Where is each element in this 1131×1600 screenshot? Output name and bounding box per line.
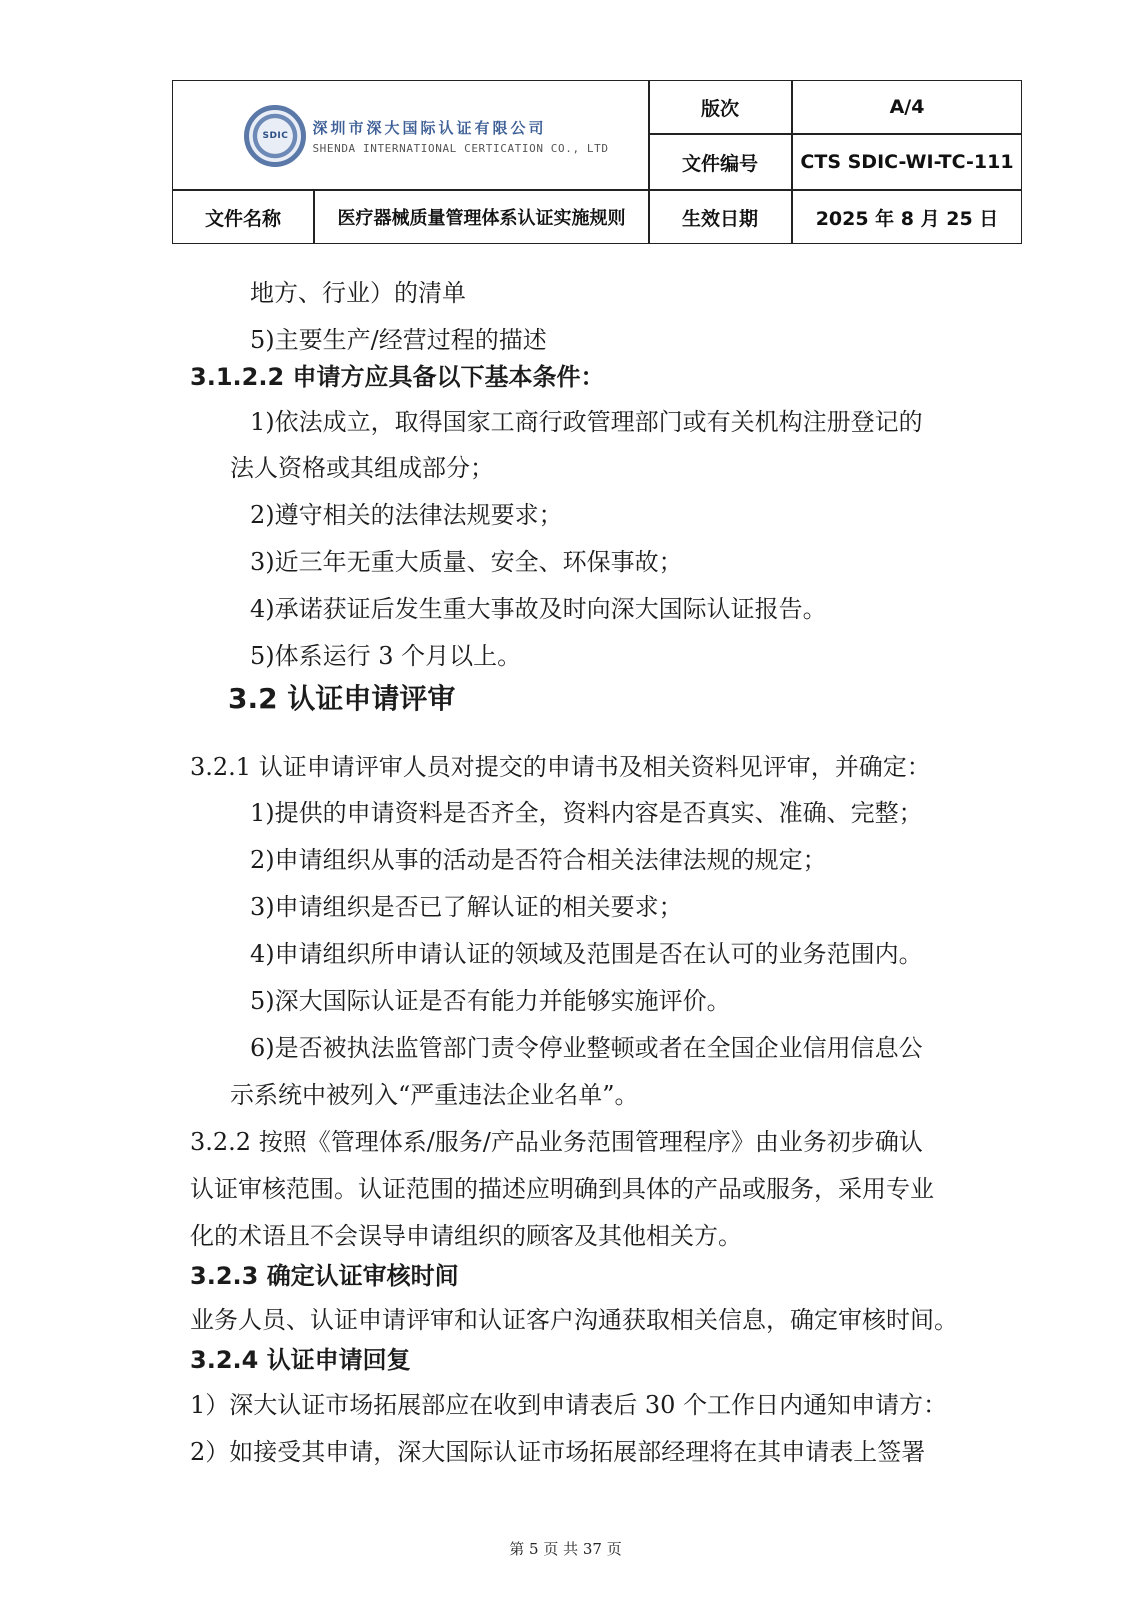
text-line: 法人资格或其组成部分； xyxy=(230,454,494,482)
section-heading: 3.2.4 认证申请回复 xyxy=(190,1346,411,1374)
docname-value: 医疗器械质量管理体系认证实施规则 xyxy=(337,208,626,229)
text-line: 1）深大认证市场拓展部应在收到申请表后 30 个工作日内通知申请方： xyxy=(190,1391,948,1419)
text-line: 2）如接受其申请，深大国际认证市场拓展部经理将在其申请表上签署 xyxy=(190,1438,926,1466)
text-line: 3)近三年无重大质量、安全、环保事故； xyxy=(250,548,683,576)
docname-label: 文件名称 xyxy=(204,207,281,230)
text-line: 业务人员、认证申请评审和认证客户沟通获取相关信息，确定审核时间。 xyxy=(190,1306,958,1334)
company-name xyxy=(312,117,608,155)
text-line: 3.2.1 认证申请评审人员对提交的申请书及相关资料见评审，并确定： xyxy=(190,753,931,781)
text-line: 1)提供的申请资料是否齐全，资料内容是否真实、准确、完整； xyxy=(250,799,923,827)
text-line: 地方、行业）的清单 xyxy=(250,279,466,307)
section-heading: 3.1.2.2 申请方应具备以下基本条件： xyxy=(190,363,605,391)
docno-label: 文件编号 xyxy=(681,152,758,175)
text-line: 认证审核范围。认证范围的描述应明确到具体的产品或服务，采用专业 xyxy=(190,1175,934,1203)
text-line: 5)主要生产/经营过程的描述 xyxy=(250,326,547,354)
text-line: 5)体系运行 3 个月以上。 xyxy=(250,642,522,670)
section-heading: 3.2.3 确定认证审核时间 xyxy=(190,1262,459,1290)
logo-text: SDIC xyxy=(262,130,289,141)
text-line: 3.2.2 按照《管理体系/服务/产品业务范围管理程序》由业务初步确认 xyxy=(190,1128,923,1156)
page-number: 第 5 页 共 37 页 xyxy=(509,1540,622,1558)
text-line: 1)依法成立，取得国家工商行政管理部门或有关机构注册登记的 xyxy=(250,408,923,436)
company-logo-block xyxy=(173,81,648,190)
company-logo xyxy=(244,105,306,167)
version-value: A/4 xyxy=(889,96,925,118)
document-header-table xyxy=(172,80,1022,244)
text-line: 2)申请组织从事的活动是否符合相关法律法规的规定； xyxy=(250,846,827,874)
effective-date-value: 2025 年 8 月 25 日 xyxy=(815,207,999,230)
text-line: 化的术语且不会误导申请组织的顾客及其他相关方。 xyxy=(190,1222,742,1250)
text-line: 5)深大国际认证是否有能力并能够实施评价。 xyxy=(250,987,731,1015)
docno-value: CTS SDIC-WI-TC-111 xyxy=(800,151,1014,173)
version-label: 版次 xyxy=(700,97,739,120)
text-line: 6)是否被执法监管部门责令停业整顿或者在全国企业信用信息公 xyxy=(250,1034,923,1062)
text-line: 4)申请组织所申请认证的领域及范围是否在认可的业务范围内。 xyxy=(250,940,923,968)
company-name-en: SHENDA INTERNATIONAL CERTICATION CO., LTD xyxy=(312,141,609,155)
text-line: 2)遵守相关的法律法规要求； xyxy=(250,501,563,529)
section-heading: 3.2 认证申请评审 xyxy=(228,682,456,715)
company-name-cn: 深圳市深大国际认证有限公司 xyxy=(312,118,547,137)
effective-date-label: 生效日期 xyxy=(681,207,758,230)
text-line: 示系统中被列入“严重违法企业名单”。 xyxy=(230,1081,639,1109)
text-line: 4)承诺获证后发生重大事故及时向深大国际认证报告。 xyxy=(250,595,827,623)
text-line: 3)申请组织是否已了解认证的相关要求； xyxy=(250,893,683,921)
